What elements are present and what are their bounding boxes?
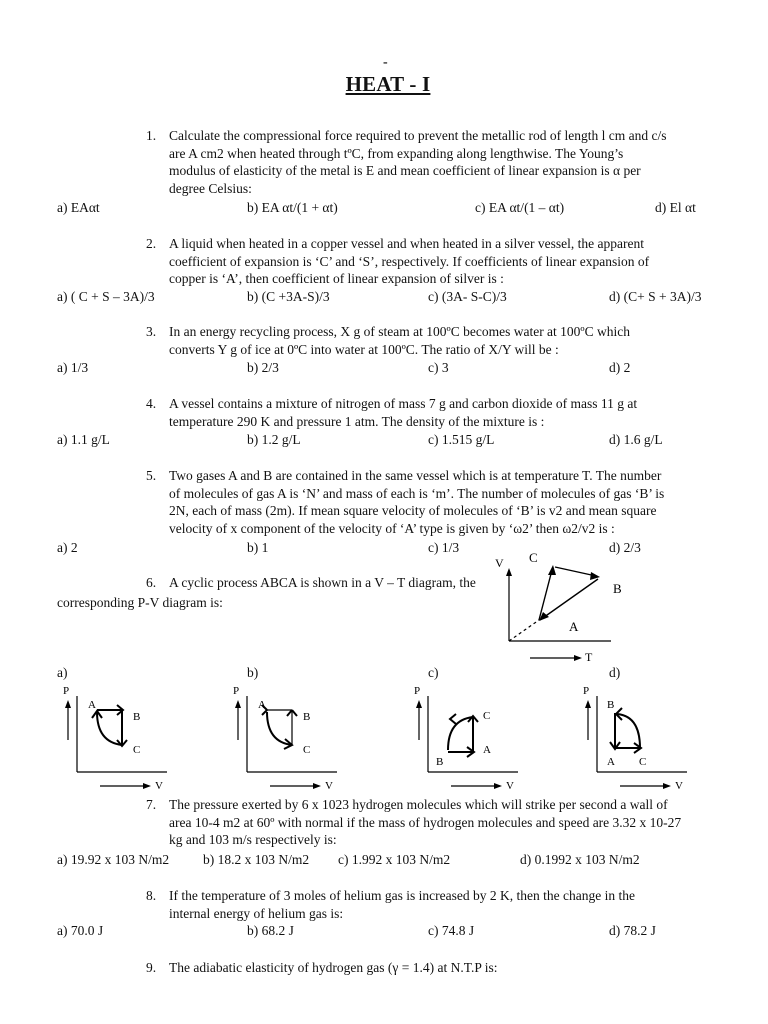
- question-text: [169, 127, 733, 197]
- pv-diagram-a: [57, 680, 177, 792]
- option-d: d) 0.1992 x 103 N/m2: [520, 852, 640, 867]
- question-line-1: A liquid when heated in a copper vessel and when heated in a silver vessel, the apparent: [169, 236, 644, 251]
- option-a: a) 1/3: [57, 360, 89, 375]
- pv-diagram-d: [577, 680, 697, 792]
- question-number: 5.: [146, 468, 157, 483]
- vt-dashed-line: [509, 620, 539, 641]
- option-b: b) 1: [247, 540, 269, 555]
- question-line-2: coefficient of expansion is ‘C’ and ‘S’, respectively. If coefficients of linear expansion of: [169, 253, 650, 269]
- option-b: b) EA αt/(1 + αt): [247, 200, 338, 215]
- pv-p-label: P: [233, 685, 240, 697]
- option-b: b) (C +3A-S)/3: [247, 289, 330, 304]
- pv-point-label-2: B: [303, 711, 311, 723]
- question-line-1: Calculate the compressional force required to prevent the metallic rod of length l cm and c/s: [169, 128, 667, 143]
- option-d: d) 2/3: [609, 540, 641, 555]
- pv-point-label-1: A: [88, 699, 96, 711]
- vt-v-arrowhead: [506, 568, 512, 576]
- vt-diagram: [485, 548, 645, 668]
- pv-p-arrowhead: [235, 700, 241, 708]
- question-line-1: In an energy recycling process, X g of steam at 100ºC becomes water at 100ºC which: [169, 324, 630, 339]
- option-d: d) 78.2 J: [609, 923, 656, 938]
- pv-point-label-2: B: [133, 711, 141, 723]
- pv-point-label-3: C: [303, 744, 311, 756]
- pv-v-arrowhead: [143, 783, 151, 789]
- option-c: c): [428, 665, 439, 680]
- option-a: a) ( C + S – 3A)/3: [57, 289, 155, 304]
- question-text: [169, 323, 733, 358]
- question-line-3: modulus of elasticity of the metal is E and mean coefficient of linear expansion is α per: [169, 163, 641, 178]
- pv-point-label-1: A: [258, 699, 266, 711]
- vt-path-cb: [555, 567, 596, 576]
- question-line-3: kg and 103 m/s respectively is:: [169, 832, 337, 847]
- option-d: d) 1.6 g/L: [609, 432, 663, 447]
- option-c: c) 1.992 x 103 N/m2: [338, 852, 451, 867]
- question-line-2: of molecules of gas A is ‘N’ and mass of each is ‘m’. The number of molecules of gas ‘B’ is: [169, 485, 665, 501]
- question-text: [169, 796, 733, 849]
- pv-point-label-2: A: [483, 744, 491, 756]
- question-line-2: internal energy of helium gas is:: [169, 905, 344, 921]
- pv-diagram-c: [408, 680, 528, 792]
- pv-v-label: V: [675, 780, 683, 792]
- question-line-1: The adiabatic elasticity of hydrogen gas (γ = 1.4) at N.T.P is:: [169, 960, 498, 975]
- vt-label-c: C: [529, 550, 538, 565]
- option-b: b) 18.2 x 103 N/m2: [203, 852, 310, 867]
- option-b: b): [247, 665, 259, 680]
- question-number: 8.: [146, 888, 157, 903]
- question-text: [169, 467, 733, 537]
- pv-v-label: V: [325, 780, 333, 792]
- option-a: a) 70.0 J: [57, 923, 104, 938]
- question-line-2: converts Y g of ice at 0ºC into water at 100ºC. The ratio of X/Y will be :: [169, 341, 559, 357]
- pv-p-label: P: [414, 685, 421, 697]
- question-number: 1.: [146, 128, 157, 143]
- page-title: HEAT - I: [345, 72, 431, 96]
- pv-v-label: V: [155, 780, 163, 792]
- question-line-4: velocity of x component of the velocity of ‘A’ type is given by ‘ω2’ then ω2/v2 is :: [169, 520, 615, 536]
- question-text: [169, 395, 733, 430]
- pv-diagram-b: [227, 680, 347, 792]
- option-a: a): [57, 665, 68, 680]
- pv-v-arrowhead: [313, 783, 321, 789]
- question-number: 3.: [146, 324, 157, 339]
- option-d: d) (C+ S + 3A)/3: [609, 289, 702, 304]
- vt-v-label: V: [495, 556, 504, 570]
- option-a: a) 1.1 g/L: [57, 432, 110, 447]
- vt-arrowhead-b: [590, 572, 600, 580]
- option-c: c) (3A- S-C)/3: [428, 289, 507, 304]
- option-a: a) EAαt: [57, 200, 100, 215]
- question-number: 4.: [146, 396, 157, 411]
- question-number: 7.: [146, 797, 157, 812]
- option-d: d) El αt: [655, 200, 696, 215]
- question-line-2: are A cm2 when heated through tºC, from expanding along lengthwise. The Young’s: [169, 145, 624, 161]
- question-line-1: A vessel contains a mixture of nitrogen of mass 7 g and carbon dioxide of mass 11 g at: [169, 396, 638, 411]
- question-number: 2.: [146, 236, 157, 251]
- pv-p-arrowhead: [585, 700, 591, 708]
- question-line-2: area 10-4 m2 at 60º with normal if the mass of hydrogen molecules and speed are 3.32 x 10-27: [169, 814, 682, 830]
- pv-v-label: V: [506, 780, 514, 792]
- option-a: a) 2: [57, 540, 78, 555]
- header-dash: -: [383, 55, 388, 70]
- question-line-1: If the temperature of 3 moles of helium gas is increased by 2 K, then the change in the: [169, 888, 635, 903]
- question-line-1: Two gases A and B are contained in the same vessel which is at temperature T. The number: [169, 468, 662, 483]
- option-b: b) 1.2 g/L: [247, 432, 301, 447]
- pv-point-label-3: C: [639, 756, 647, 768]
- option-d: d): [609, 665, 621, 680]
- option-c: c) 1.515 g/L: [428, 432, 495, 447]
- pv-p-arrowhead: [416, 700, 422, 708]
- vt-t-label: T: [585, 650, 593, 664]
- pv-v-arrowhead: [663, 783, 671, 789]
- pv-point-label-2: A: [607, 756, 615, 768]
- pv-v-arrowhead: [494, 783, 502, 789]
- vt-t-arrowhead: [574, 655, 582, 661]
- question-line-1: A cyclic process ABCA is shown in a V – T diagram, the: [169, 575, 476, 590]
- question-line-2: corresponding P-V diagram is:: [57, 595, 223, 610]
- pv-point-label-1: B: [607, 699, 615, 711]
- question-line-3: 2N, each of mass (2m). If mean square velocity of molecules of ‘B’ is v2 and mean square: [169, 503, 657, 518]
- option-c: c) 74.8 J: [428, 923, 475, 938]
- pv-p-label: P: [583, 685, 590, 697]
- pv-point-label-3: B: [436, 756, 444, 768]
- pv-point-label-1: C: [483, 710, 491, 722]
- vt-label-a: A: [569, 619, 579, 634]
- pv-point-label-3: C: [133, 744, 141, 756]
- option-b: b) 2/3: [247, 360, 279, 375]
- question-line-4: degree Celsius:: [169, 180, 252, 196]
- question-text: [169, 235, 733, 288]
- option-c: c) 3: [428, 360, 449, 375]
- vt-arrowhead-c: [548, 565, 556, 575]
- option-d: d) 2: [609, 360, 631, 375]
- pv-p-label: P: [63, 685, 70, 697]
- option-c: c) 1/3: [428, 540, 460, 555]
- question-line-1: The pressure exerted by 6 x 1023 hydrogen molecules which will strike per second a wall of: [169, 797, 668, 812]
- option-c: c) EA αt/(1 – αt): [475, 200, 565, 215]
- pv-p-arrowhead: [65, 700, 71, 708]
- pv-path-3: [267, 712, 292, 745]
- option-b: b) 68.2 J: [247, 923, 294, 938]
- question-text: [169, 887, 733, 922]
- vt-label-b: B: [613, 581, 622, 596]
- pv-arrowhead-3: [450, 714, 456, 724]
- question-number: 9.: [146, 960, 157, 975]
- question-line-2: temperature 290 K and pressure 1 atm. The density of the mixture is :: [169, 413, 545, 429]
- option-a: a) 19.92 x 103 N/m2: [57, 852, 170, 867]
- question-number: 6.: [146, 575, 157, 590]
- question-line-3: copper is ‘A’, then coefficient of linear expansion of silver is :: [169, 271, 504, 286]
